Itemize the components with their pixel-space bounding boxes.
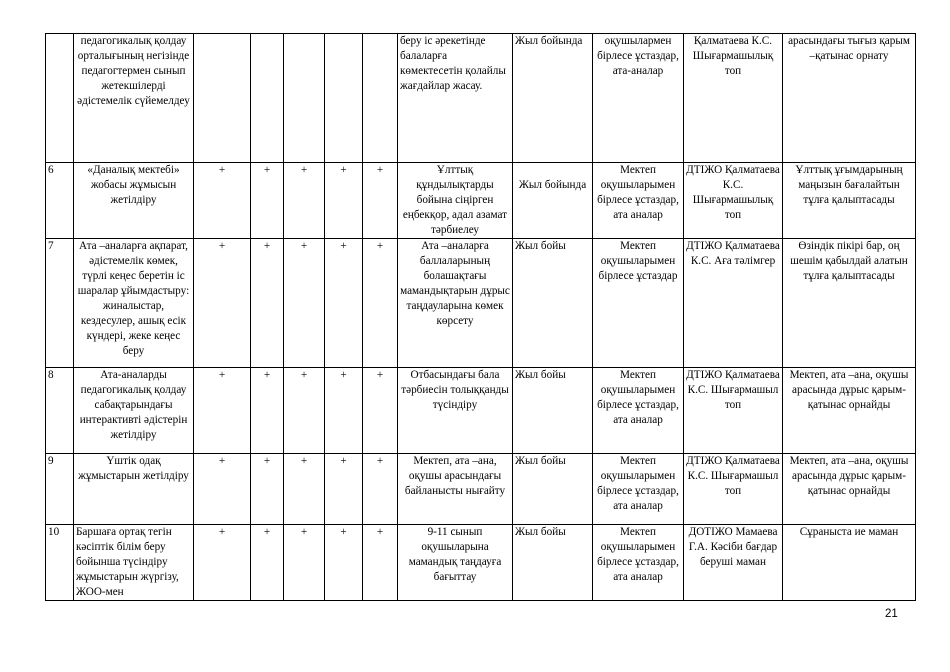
outcome-cell: 9-11 сынып оқушыларына мамандық таңдауға бағыттау [398, 525, 513, 601]
mark-cell: + [194, 368, 251, 454]
outcome-cell: Ата –аналарға баллаларының болашақтағы мамандықтарын дұрыс таңдауларына көмек көрсету [398, 239, 513, 368]
mark-cell: + [251, 368, 284, 454]
participants-cell: Мектеп оқушыларымен бірлесе ұстаздар, ата аналар [593, 525, 684, 601]
mark-cell: + [325, 163, 363, 239]
participants-cell: оқушылармен бірлесе ұстаздар, ата-аналар [593, 34, 684, 163]
table-row [46, 368, 916, 454]
mark-cell: + [194, 525, 251, 601]
outcome-cell: беру іс әрекетінде балаларға көмектесетін қолайлы жағдайлар жасау. [398, 34, 513, 163]
row-number: 9 [46, 454, 74, 525]
mark-cell: + [325, 368, 363, 454]
table-row [46, 34, 916, 163]
result-cell: Өзіндік пікірі бар, оң шешім қабылдай алатын тұлға қалыптасады [783, 239, 916, 368]
row-number: 6 [46, 163, 74, 239]
outcome-cell: Отбасындағы бала тәрбиесін толыққанды түсіндіру [398, 368, 513, 454]
mark-cell: + [284, 368, 325, 454]
mark-cell [325, 34, 363, 163]
mark-cell: + [194, 454, 251, 525]
page-number: 21 [885, 608, 898, 620]
mark-cell [194, 34, 251, 163]
mark-cell [363, 34, 398, 163]
timeline-cell: Жыл бойында [513, 163, 593, 239]
responsible-cell: ДТІЖО Қалматаева К.С. Шығармашыл топ [684, 454, 783, 525]
mark-cell: + [325, 454, 363, 525]
timeline-cell: Жыл бойы [513, 454, 593, 525]
table-row [46, 239, 916, 368]
result-cell: арасындағы тығыз қарым –қатынас орнату [783, 34, 916, 163]
mark-cell: + [284, 239, 325, 368]
result-cell: Сұраныста ие маман [783, 525, 916, 601]
participants-cell: Мектеп оқушыларымен бірлесе ұстаздар, ата аналар [593, 454, 684, 525]
timeline-cell: Жыл бойында [513, 34, 593, 163]
mark-cell: + [363, 239, 398, 368]
table-row [46, 454, 916, 525]
event-cell: Баршаға ортақ тегін кәсіптік білім беру бойынша түсіндіру жұмыстарын жүргізу, ЖОО-мен [74, 525, 194, 601]
mark-cell: + [251, 454, 284, 525]
mark-cell: + [363, 163, 398, 239]
timeline-cell: Жыл бойы [513, 368, 593, 454]
row-number: 10 [46, 525, 74, 601]
mark-cell: + [284, 454, 325, 525]
mark-cell: + [194, 239, 251, 368]
mark-cell: + [325, 525, 363, 601]
responsible-cell: Қалматаева К.С. Шығармашылық топ [684, 34, 783, 163]
mark-cell: + [363, 454, 398, 525]
result-cell: Мектеп, ата –ана, оқушы арасында дұрыс қарым-қатынас орнайды [783, 368, 916, 454]
table-row [46, 525, 916, 601]
event-cell: Ата-аналарды педагогикалық қолдау сабақтарындағы интерактивті әдістерін жетілдіру [74, 368, 194, 454]
event-cell: педагогикалық қолдау орталығының негізінде педагогтермен сынып жетекшілерді әдістемелік сүйемелдеу [74, 34, 194, 163]
mark-cell: + [363, 368, 398, 454]
participants-cell: Мектеп оқушыларымен бірлесе ұстаздар, ата аналар [593, 163, 684, 239]
responsible-cell: ДТІЖО Қалматаева К.С. Аға тәлімгер [684, 239, 783, 368]
row-number [46, 34, 74, 163]
result-cell: Мектеп, ата –ана, оқушы арасында дұрыс қарым-қатынас орнайды [783, 454, 916, 525]
mark-cell: + [363, 525, 398, 601]
event-cell: Ата –аналарға ақпарат, әдістемелік көмек, түрлі кеңес беретін іс шаралар ұйымдастыру: жиналыстар, кездесулер, ашық есік күндері, жеке кеңес беру [74, 239, 194, 368]
outcome-cell: Ұлттық құндылықтарды бойына сіңірген еңбекқор, адал азамат тәрбиелеу [398, 163, 513, 239]
event-cell: «Даналық мектебі» жобасы жұмысын жетілдіру [74, 163, 194, 239]
plan-table [45, 33, 916, 601]
row-number: 7 [46, 239, 74, 368]
participants-cell: Мектеп оқушыларымен бірлесе ұстаздар, ата аналар [593, 368, 684, 454]
mark-cell [251, 34, 284, 163]
result-cell: Ұлттық ұғымдарының маңызын бағалайтын тұлға қалыптасады [783, 163, 916, 239]
mark-cell: + [325, 239, 363, 368]
mark-cell: + [284, 163, 325, 239]
row-number: 8 [46, 368, 74, 454]
participants-cell: Мектеп оқушыларымен бірлесе ұстаздар [593, 239, 684, 368]
mark-cell [284, 34, 325, 163]
responsible-cell: ДТІЖО Қалматаева К.С. Шығармашылық топ [684, 163, 783, 239]
mark-cell: + [284, 525, 325, 601]
mark-cell: + [251, 525, 284, 601]
mark-cell: + [194, 163, 251, 239]
event-cell: Үштік одақ жұмыстарын жетілдіру [74, 454, 194, 525]
responsible-cell: ДОТІЖО Мамаева Г.А. Кәсіби бағдар беруші маман [684, 525, 783, 601]
mark-cell: + [251, 163, 284, 239]
timeline-cell: Жыл бойы [513, 525, 593, 601]
mark-cell: + [251, 239, 284, 368]
table-row [46, 163, 916, 239]
outcome-cell: Мектеп, ата –ана, оқушы арасындағы байланысты нығайту [398, 454, 513, 525]
responsible-cell: ДТІЖО Қалматаева К.С. Шығармашыл топ [684, 368, 783, 454]
timeline-cell: Жыл бойы [513, 239, 593, 368]
